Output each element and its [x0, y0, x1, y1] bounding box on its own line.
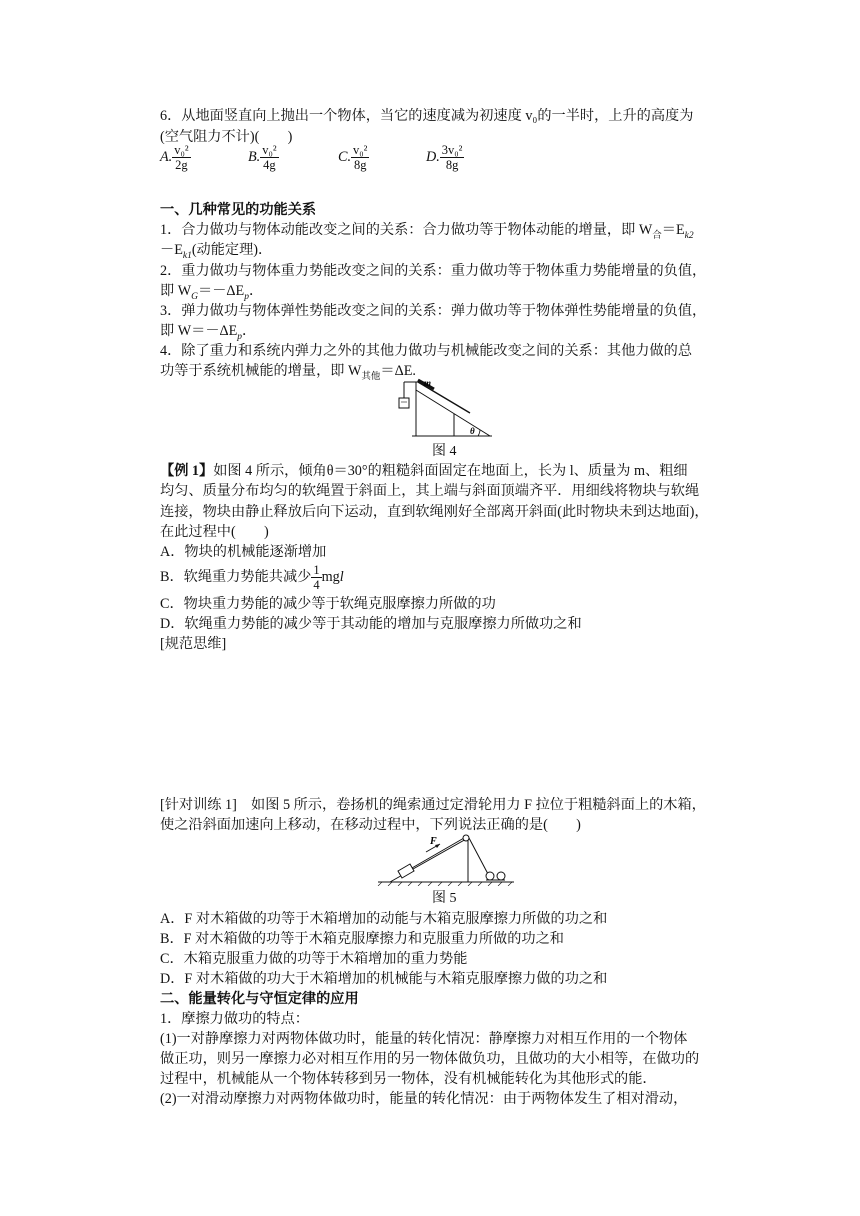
figure-5-caption: 图 5: [432, 891, 457, 906]
training-1-line-2: 使之沿斜面加速向上移动，在移动过程中，下列说法正确的是( ): [160, 817, 581, 833]
section-1-p1-line-1: 1．合力做功与物体动能改变之间的关系：合力做功等于物体动能的增量，即 $W_合=E_{k2}$: [160, 222, 694, 241]
example-1-option-a[interactable]: A．物块的机械能逐渐增加: [160, 544, 327, 560]
section-1-heading: 一、几种常见的功能关系: [160, 202, 317, 218]
section-1-p2-line-1: 2．重力做功与物体重力势能改变之间的关系：重力做功等于物体重力势能增量的负值，: [160, 263, 707, 279]
q6-option-c[interactable]: [338, 143, 369, 172]
figure-5-force-label: F: [430, 836, 437, 847]
fraction-numerator: v₀²: [353, 143, 368, 157]
q6-option-a[interactable]: [160, 143, 191, 172]
section-2-p1: 1．摩擦力做功的特点：: [160, 1011, 309, 1027]
example-1-option-d[interactable]: D．软绳重力势能的减少等于其动能的增加与克服摩擦力所做功之和: [160, 616, 582, 632]
fraction-numerator: v₀²: [262, 143, 277, 157]
option-fraction: [351, 143, 369, 172]
training-1-line-1: [针对训练 1] 如图 5 所示，卷扬机的绳索通过定滑轮用力 F 拉位于粗糙斜面上的木箱，: [160, 797, 706, 813]
example-1-line-4: 在此过程中( ): [160, 524, 269, 540]
option-fraction: [440, 143, 465, 172]
option-fraction: [260, 143, 278, 172]
section-2-p2-line-2: 做正功，则另一摩擦力必对相互作用的另一物体做负功，且做功的大小相等，在做功的: [160, 1051, 700, 1067]
figure-4-incline-diagram: [394, 378, 494, 440]
example-1-tag: 【例 1】: [160, 463, 214, 479]
section-1-p3-line-1: 3．弹力做功与物体弹性势能改变之间的关系：弹力做功等于物体弹性势能增量的负值，: [160, 303, 707, 319]
figure-4-caption: 图 4: [432, 444, 457, 459]
q6-line-1: 6．从地面竖直向上抛出一个物体，当它的速度减为初速度 v₀的一半时，上升的高度为: [160, 108, 694, 124]
option-label: B.: [248, 149, 261, 165]
training-1-option-a[interactable]: A．F 对木箱做的功等于木箱增加的动能与木箱克服摩擦力所做的功之和: [160, 911, 608, 927]
section-2-heading: 二、能量转化与守恒定律的应用: [160, 991, 359, 1007]
fraction-denominator: 4g: [263, 158, 276, 172]
fraction-denominator: 8g: [445, 158, 459, 172]
section-2-p3: (2)一对滑动摩擦力对两物体做功时，能量的转化情况：由于两物体发生了相对滑动，: [160, 1091, 688, 1107]
option-label: D.: [426, 149, 440, 165]
training-1-option-d[interactable]: D．F 对木箱做的功大于木箱增加的机械能与木箱克服摩擦力做的功之和: [160, 971, 608, 987]
training-1-tag: [针对训练 1]: [160, 797, 237, 813]
fraction-denominator: 8g: [353, 158, 367, 172]
figure-4-mass-label: m: [424, 378, 432, 388]
option-b-fraction: $\frac{1}{4}$: [313, 563, 320, 593]
section-2-p2-line-1: (1)一对静摩擦力对两物体做功时，能量的转化情况：静摩擦力对相互作用的一个物体: [160, 1031, 688, 1047]
training-1-option-c[interactable]: C．木箱克服重力做的功等于木箱增加的重力势能: [160, 951, 468, 967]
fraction-numerator: v₀²: [174, 143, 189, 157]
option-label: C.: [338, 149, 352, 165]
q6-line-2: (空气阻力不计)( ): [160, 129, 293, 145]
example-1-option-c[interactable]: C．物块重力势能的减少等于软绳克服摩擦力所做的功: [160, 596, 496, 612]
example-1-line-2: 均匀、质量分布均匀的软绳置于斜面上，其上端与斜面顶端齐平．用细线将物块与软绳: [160, 483, 700, 499]
figure-4-angle-label: θ: [470, 426, 475, 436]
q6-option-d[interactable]: [426, 143, 464, 172]
example-1-option-b[interactable]: B．软绳重力势能共减少 $\frac{1}{4}$ mgl: [160, 563, 344, 593]
figure-5-winch-diagram: [376, 830, 516, 886]
example-1-line-1: 【例 1】如图 4 所示，倾角θ＝30°的粗糙斜面固定在地面上，长为 l、质量为 m、粗细: [160, 463, 688, 479]
section-1-p2-line-2: 即 $W_G=-\Delta E_p$．: [160, 283, 264, 302]
fraction-denominator: 2g: [175, 158, 188, 172]
section-2-p2-line-3: 过程中，机械能从一个物体转移到另一物体，没有机械能转化为其他形式的能．: [160, 1071, 657, 1087]
training-1-option-b[interactable]: B．F 对木箱做的功等于木箱克服摩擦力和克服重力所做的功之和: [160, 931, 564, 947]
option-label: A.: [160, 149, 173, 165]
q6-option-b[interactable]: [248, 143, 279, 172]
option-fraction: [172, 143, 190, 172]
section-1-p4-line-2: 功等于系统机械能的增量，即 $W_{其他}=\Delta E$.: [160, 363, 416, 382]
example-1-line-3: 连接，物块由静止释放后向下运动，直到软绳刚好全部离开斜面(此时物块未到达地面)，: [160, 504, 709, 520]
thinking-label: [规范思维]: [160, 636, 227, 652]
fraction-numerator: 3v₀²: [441, 143, 463, 157]
section-1-p4-line-1: 4．除了重力和系统内弹力之外的其他力做功与机械能改变之间的关系：其他力做的总: [160, 343, 693, 359]
section-1-p1-line-2: $-E_{k1}$(动能定理)．: [160, 242, 273, 261]
section-1-p3-line-2: 即 $W=-\Delta E_p$．: [160, 323, 257, 342]
